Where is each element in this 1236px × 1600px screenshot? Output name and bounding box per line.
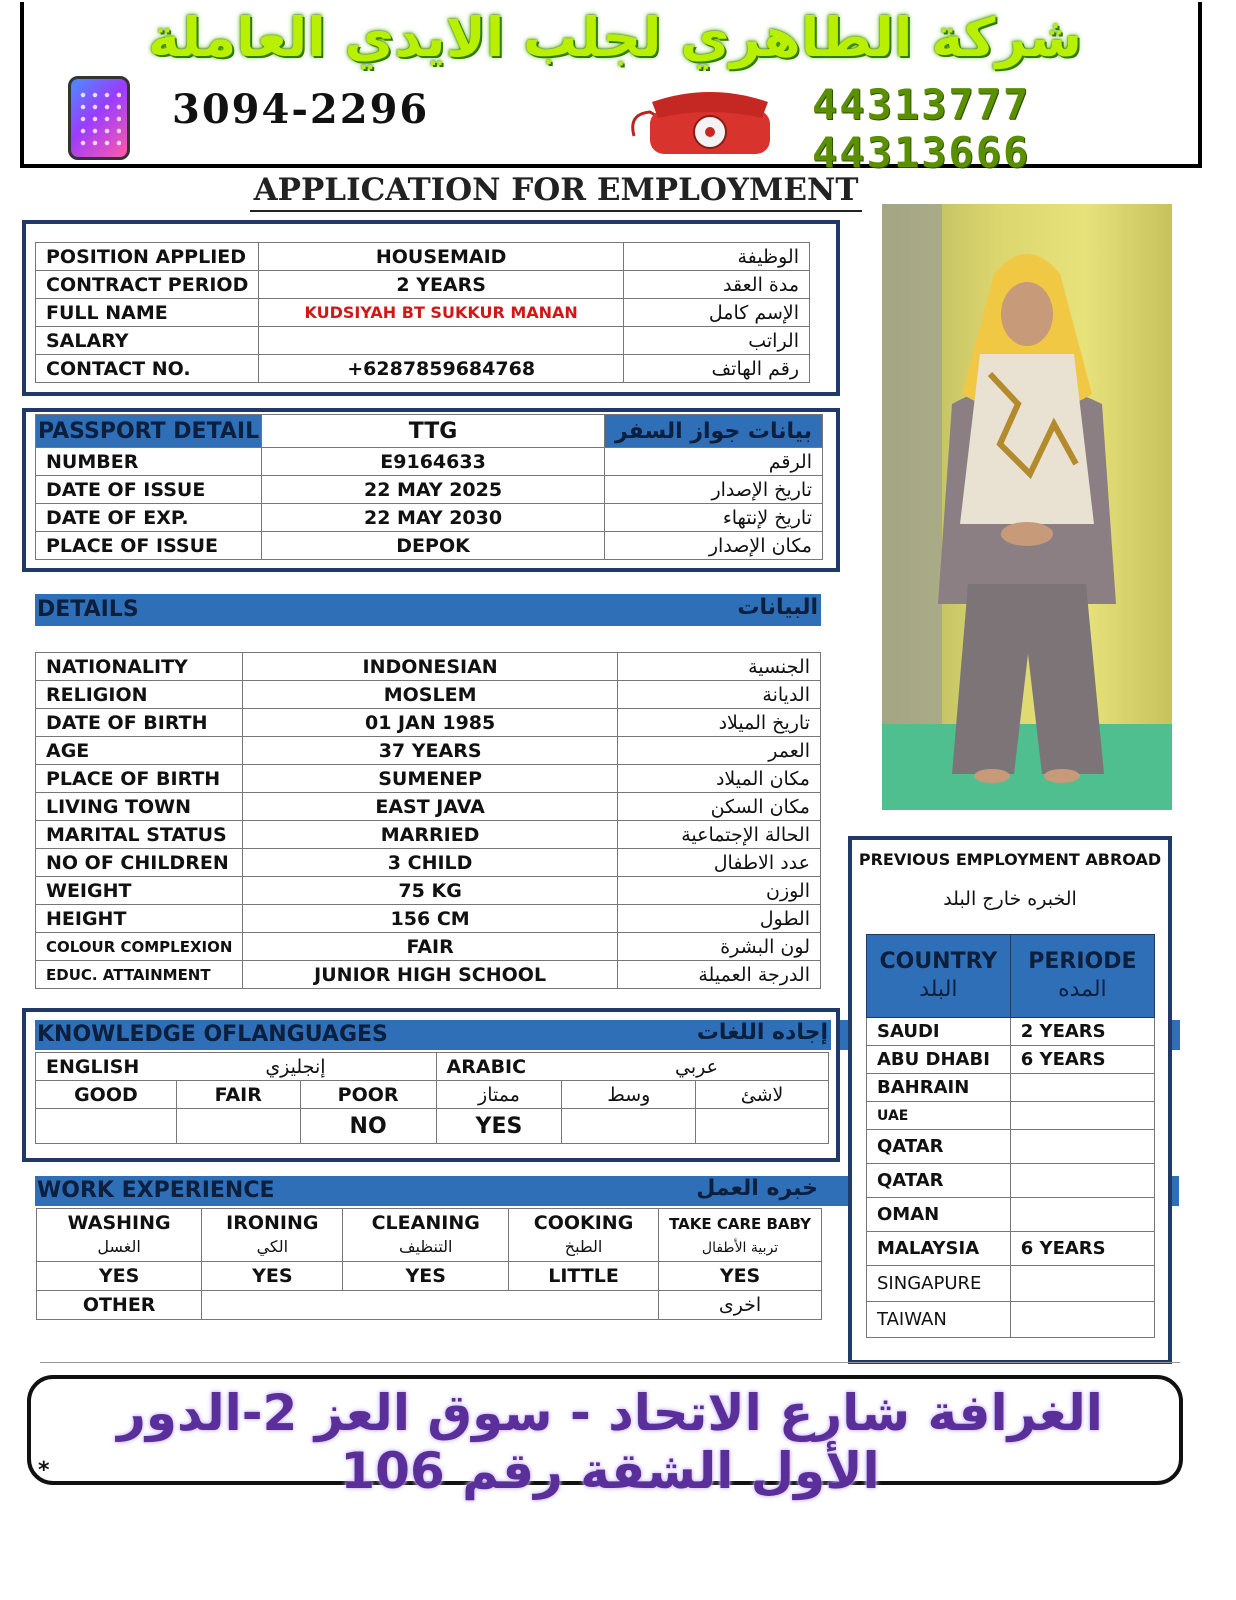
period-cell (1010, 1302, 1154, 1338)
table-row (867, 1198, 1155, 1232)
country-cell: MALAYSIA (867, 1232, 1011, 1266)
smartphone-icon (68, 76, 130, 160)
row-label-ar: الديانة (617, 681, 820, 709)
row-label: FULL NAME (36, 299, 259, 327)
languages-header-ar: إجاده اللغات (696, 1020, 828, 1045)
table-row (36, 681, 821, 709)
period-cell (1010, 1074, 1154, 1102)
details-table (35, 652, 821, 989)
full-name-value: KUDSIYAH BT SUKKUR MANAN (259, 299, 624, 327)
arabic-name-ar: عربي (675, 1055, 718, 1078)
row-value: 75 KG (243, 877, 617, 905)
period-cell: 6 YEARS (1010, 1232, 1154, 1266)
language-level-row (36, 1081, 829, 1109)
row-label: COLOUR COMPLEXION (36, 933, 243, 961)
row-label-ar: لون البشرة (617, 933, 820, 961)
footer-divider (40, 1362, 1180, 1363)
level-poor: POOR (300, 1081, 436, 1109)
row-label: SALARY (36, 327, 259, 355)
table-header-row (867, 935, 1155, 1018)
table-row (867, 1130, 1155, 1164)
row-label: RELIGION (36, 681, 243, 709)
arabic-label (436, 1053, 828, 1081)
row-value: 156 CM (243, 905, 617, 933)
english-good-value (36, 1109, 177, 1144)
row-value: SUMENEP (243, 765, 617, 793)
passport-header: PASSPORT DETAIL (36, 415, 262, 448)
period-cell (1010, 1102, 1154, 1130)
other-label: OTHER (37, 1291, 202, 1320)
country-header-ar: البلد (919, 977, 958, 1002)
skill-value: YES (202, 1262, 343, 1291)
level-fair: FAIR (176, 1081, 300, 1109)
details-header: DETAILS (37, 597, 139, 622)
row-value: EAST JAVA (243, 793, 617, 821)
row-label: CONTACT NO. (36, 355, 259, 383)
row-value: 22 MAY 2030 (262, 504, 605, 532)
country-cell: UAE (867, 1102, 1011, 1130)
arabic-medium-value (562, 1109, 696, 1144)
table-row (36, 877, 821, 905)
arabic-excellent-value: YES (436, 1109, 562, 1144)
skill-value: YES (343, 1262, 509, 1291)
row-label: MARITAL STATUS (36, 821, 243, 849)
row-label: POSITION APPLIED (36, 243, 259, 271)
company-name: شركة الطاهري لجلب الايدي العاملة (147, 6, 1083, 69)
country-cell: TAIWAN (867, 1302, 1011, 1338)
row-label: CONTRACT PERIOD (36, 271, 259, 299)
other-value (202, 1291, 659, 1320)
table-row (867, 1266, 1155, 1302)
arabic-none-value (696, 1109, 829, 1144)
row-label: EDUC. ATTAINMENT (36, 961, 243, 989)
level-good: GOOD (36, 1081, 177, 1109)
row-label-ar: مكان الإصدار (604, 532, 822, 560)
country-header-label: COUNTRY (879, 949, 998, 974)
table-row (36, 709, 821, 737)
passport-header-ar: بيانات جواز السفر (604, 415, 822, 448)
period-cell: 6 YEARS (1010, 1046, 1154, 1074)
row-value (259, 327, 624, 355)
skill-label: COOKING (533, 1212, 634, 1234)
skill-cleaning (343, 1209, 509, 1262)
row-value: 2 YEARS (259, 271, 624, 299)
row-value: 01 JAN 1985 (243, 709, 617, 737)
row-value: E9164633 (262, 448, 605, 476)
row-label: PLACE OF BIRTH (36, 765, 243, 793)
table-row (36, 849, 821, 877)
table-row (867, 1102, 1155, 1130)
english-poor-value: NO (300, 1109, 436, 1144)
row-value: MARRIED (243, 821, 617, 849)
applicant-photo (882, 204, 1172, 810)
previous-employment-table (866, 934, 1155, 1338)
row-value: 3 CHILD (243, 849, 617, 877)
period-header-ar: المده (1058, 977, 1107, 1002)
table-row (867, 1302, 1155, 1338)
details-header-ar: البيانات (737, 595, 818, 620)
landline-number-2: 44313666 (812, 128, 1031, 177)
row-value: 37 YEARS (243, 737, 617, 765)
language-value-row (36, 1109, 829, 1144)
period-cell (1010, 1164, 1154, 1198)
other-label-ar: اخرى (659, 1291, 822, 1320)
table-row (867, 1232, 1155, 1266)
row-label-ar: الراتب (623, 327, 809, 355)
skill-label-ar: الغسل (97, 1237, 141, 1256)
skill-washing (37, 1209, 202, 1262)
row-label: DATE OF BIRTH (36, 709, 243, 737)
passport-header-row (36, 415, 823, 448)
level-excellent-ar: ممتاز (436, 1081, 562, 1109)
row-label: NUMBER (36, 448, 262, 476)
row-value: FAIR (243, 933, 617, 961)
table-row (867, 1018, 1155, 1046)
period-header (1010, 935, 1154, 1018)
row-label-ar: مكان الميلاد (617, 765, 820, 793)
row-label-ar: تاريخ الميلاد (617, 709, 820, 737)
period-cell (1010, 1198, 1154, 1232)
skill-value-row (37, 1262, 822, 1291)
table-row (36, 653, 821, 681)
skill-label-ar: تربية الأطفال (701, 1239, 779, 1256)
skill-baby-care (659, 1209, 822, 1262)
language-name-row (36, 1053, 829, 1081)
country-cell: ABU DHABI (867, 1046, 1011, 1074)
row-label-ar: الوظيفة (623, 243, 809, 271)
table-row (867, 1046, 1155, 1074)
skill-label-ar: الكي (256, 1237, 289, 1256)
skill-value: YES (659, 1262, 822, 1291)
skill-label: IRONING (226, 1212, 319, 1234)
table-row (867, 1074, 1155, 1102)
row-label-ar: الحالة الإجتماعية (617, 821, 820, 849)
row-label: WEIGHT (36, 877, 243, 905)
period-cell (1010, 1130, 1154, 1164)
row-label-ar: العمر (617, 737, 820, 765)
page-title: APPLICATION FOR EMPLOYMENT (250, 172, 862, 212)
row-label-ar: مدة العقد (623, 271, 809, 299)
work-table (36, 1208, 822, 1320)
level-none-ar: لاشئ (696, 1081, 829, 1109)
row-label-ar: الجنسية (617, 653, 820, 681)
previous-employment-title-ar: الخبره خارج البلد (943, 888, 1077, 910)
skill-label: TAKE CARE BABY (669, 1214, 811, 1233)
row-label-ar: تاريخ لإنتهاء (604, 504, 822, 532)
skill-row (37, 1209, 822, 1262)
row-label: NO OF CHILDREN (36, 849, 243, 877)
mobile-number: 3094-2296 (172, 86, 430, 133)
table-row (36, 905, 821, 933)
english-name: ENGLISH (46, 1055, 140, 1078)
row-label-ar: الإسم كامل (623, 299, 809, 327)
table-row (36, 299, 810, 327)
english-fair-value (176, 1109, 300, 1144)
table-row (36, 476, 823, 504)
table-row (36, 271, 810, 299)
previous-employment-title: PREVIOUS EMPLOYMENT ABROAD (858, 850, 1162, 869)
telephone-icon (630, 88, 790, 158)
row-label-ar: الدرجة العميلة (617, 961, 820, 989)
row-value: +6287859684768 (259, 355, 624, 383)
row-value: INDONESIAN (243, 653, 617, 681)
other-row (37, 1291, 822, 1320)
row-label-ar: مكان السكن (617, 793, 820, 821)
table-row (36, 933, 821, 961)
period-cell: 2 YEARS (1010, 1018, 1154, 1046)
country-cell: SAUDI (867, 1018, 1011, 1046)
passport-table (35, 414, 823, 560)
country-cell: SINGAPURE (867, 1266, 1011, 1302)
table-row (867, 1164, 1155, 1198)
skill-cooking (509, 1209, 659, 1262)
country-cell: QATAR (867, 1164, 1011, 1198)
row-label-ar: عدد الاطفال (617, 849, 820, 877)
country-header (867, 935, 1011, 1018)
row-value: MOSLEM (243, 681, 617, 709)
table-row (36, 765, 821, 793)
footnote-mark: * (38, 1458, 50, 1483)
row-label-ar: الوزن (617, 877, 820, 905)
row-label: PLACE OF ISSUE (36, 532, 262, 560)
english-name-ar: إنجليزي (265, 1055, 326, 1078)
row-label: AGE (36, 737, 243, 765)
row-value: JUNIOR HIGH SCHOOL (243, 961, 617, 989)
row-label-ar: الطول (617, 905, 820, 933)
table-row (36, 504, 823, 532)
skill-value: YES (37, 1262, 202, 1291)
passport-header-value: TTG (262, 415, 605, 448)
languages-header: KNOWLEDGE OFLANGUAGES (37, 1022, 388, 1047)
table-row (36, 532, 823, 560)
row-label-ar: تاريخ الإصدار (604, 476, 822, 504)
landline-number-1: 44313777 (812, 80, 1031, 129)
row-label-ar: الرقم (604, 448, 822, 476)
table-row (36, 243, 810, 271)
country-cell: OMAN (867, 1198, 1011, 1232)
period-header-label: PERIODE (1028, 949, 1137, 974)
table-row (36, 355, 810, 383)
row-label: LIVING TOWN (36, 793, 243, 821)
position-table (35, 242, 810, 383)
skill-label-ar: الطبخ (564, 1237, 603, 1256)
row-label: DATE OF ISSUE (36, 476, 262, 504)
table-row (36, 961, 821, 989)
skill-value: LITTLE (509, 1262, 659, 1291)
table-row (36, 737, 821, 765)
table-row (36, 793, 821, 821)
row-label-ar: رقم الهاتف (623, 355, 809, 383)
row-label: DATE OF EXP. (36, 504, 262, 532)
skill-label: CLEANING (371, 1212, 480, 1234)
row-value: HOUSEMAID (259, 243, 624, 271)
country-cell: QATAR (867, 1130, 1011, 1164)
row-value: DEPOK (262, 532, 605, 560)
table-row (36, 821, 821, 849)
country-cell: BAHRAIN (867, 1074, 1011, 1102)
table-row (36, 327, 810, 355)
skill-ironing (202, 1209, 343, 1262)
row-label: NATIONALITY (36, 653, 243, 681)
row-label: HEIGHT (36, 905, 243, 933)
row-value: 22 MAY 2025 (262, 476, 605, 504)
arabic-name: ARABIC (446, 1055, 527, 1078)
languages-table (35, 1052, 829, 1144)
skill-label: WASHING (67, 1212, 171, 1234)
level-medium-ar: وسط (562, 1081, 696, 1109)
office-address: الغرافة شارع الاتحاد - سوق العز 2-الدور الأول الشقة رقم 106 (117, 1384, 1103, 1500)
work-header: WORK EXPERIENCE (37, 1178, 275, 1203)
skill-label-ar: التنظيف (398, 1237, 453, 1256)
period-cell (1010, 1266, 1154, 1302)
table-row (36, 448, 823, 476)
english-label (36, 1053, 437, 1081)
work-header-ar: خبره العمل (696, 1176, 818, 1201)
